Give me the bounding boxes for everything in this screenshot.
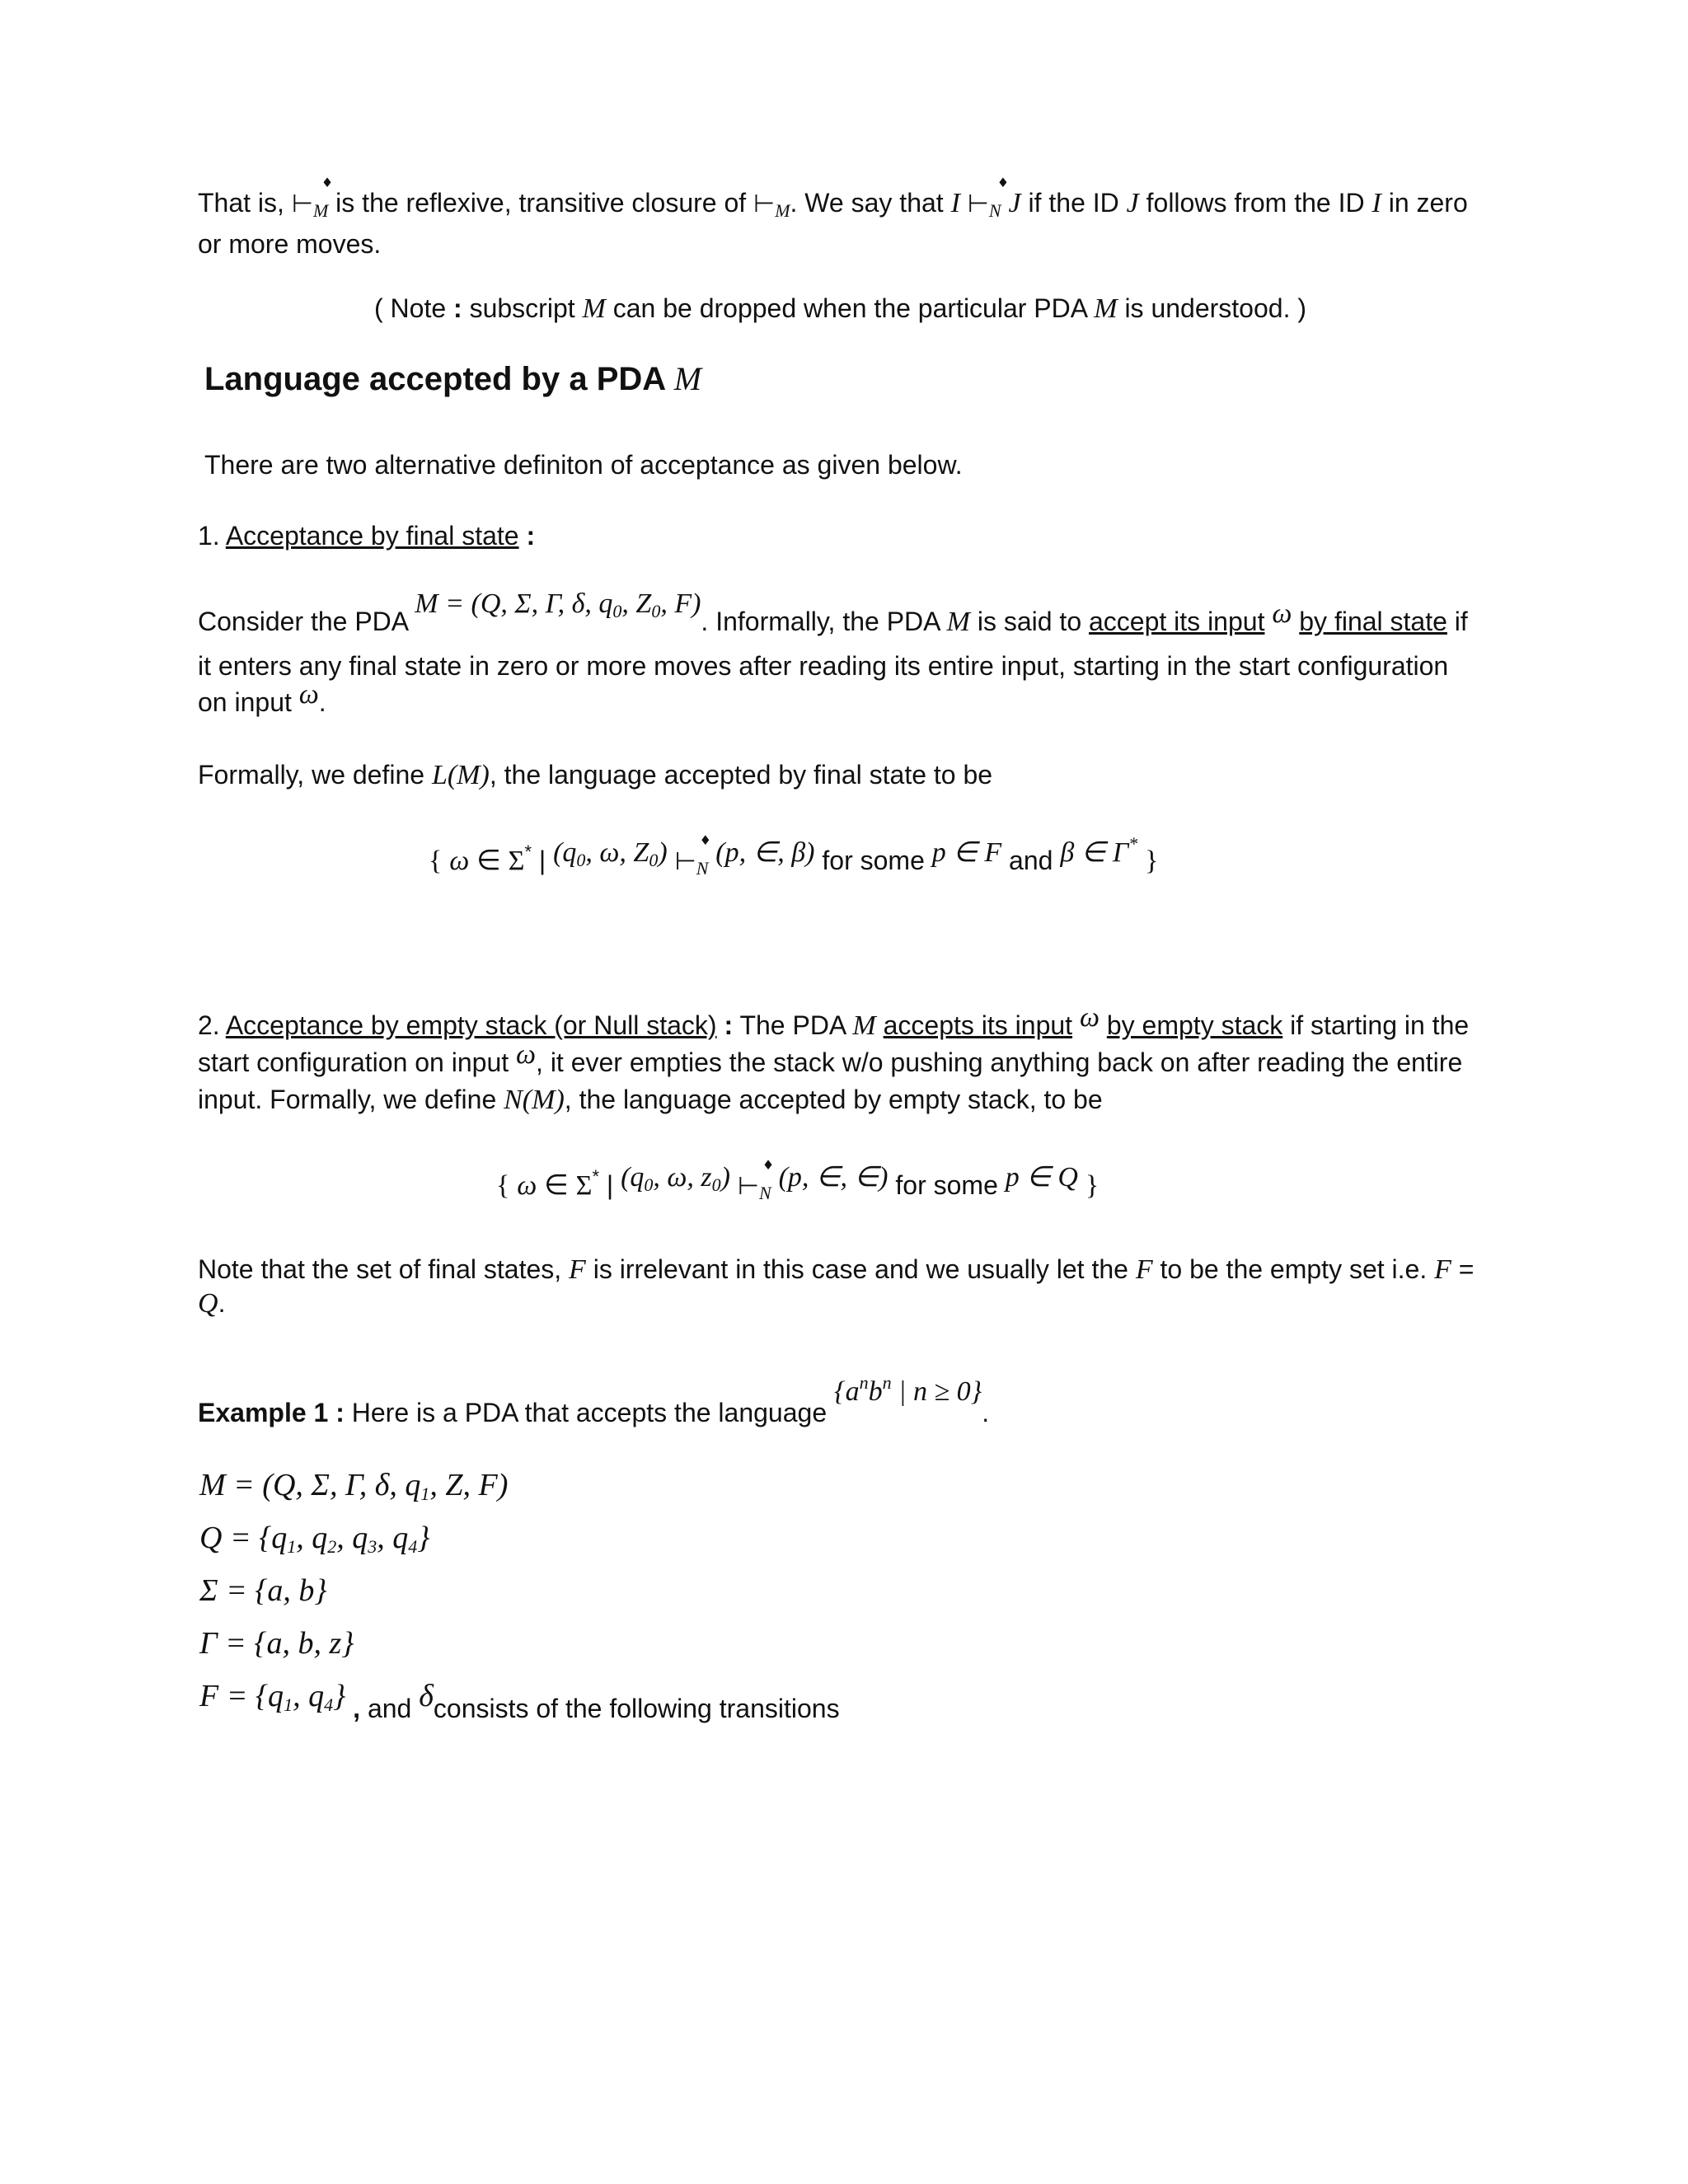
def-f: $F = \{q_1$, $q_4$} , and δconsists of the following transitions (199, 1679, 840, 1723)
example-1: Example 1 : Here is a PDA that accepts the language {$a^nb^n$ | n ≥ 0}. (198, 1372, 990, 1427)
acceptance-final-state-title: 1. Acceptance by final state : (198, 521, 536, 551)
intro-text: There are two alternative definiton of acceptance as given below. (204, 450, 963, 480)
pda-tuple: M = (Q, Σ, Γ, δ, $q_0$, $Z_0$, F) (415, 588, 701, 621)
acceptance-empty-stack-paragraph: 2. Acceptance by empty stack (or Null stack) : The PDA M accepts its input ω by empty stack if starting in the start configuration on input ω, it ever empties the stack w/o pushing anything back on after reading the entire input. Formally, we define N(M), the language accepted by empty stack, to be (198, 1002, 1470, 1115)
turnstile-star-n: ⊢ ♦ $_N$ (737, 1157, 775, 1203)
def-q: $Q = \{q_1$, $q_2$, $q_3$, $q_4$} (199, 1521, 430, 1557)
language-anbn: {$a^nb^n$ | n ≥ 0} (834, 1372, 982, 1407)
turnstile-star-n: ⊢ ♦ $_N$ (967, 175, 1010, 221)
language-set-empty-stack: { ω ∈ Σ* | ($q_0$, ω, $z_0$) ⊢ ♦ $_N$ (p, ∈, ∈) for some p ∈ Q } (496, 1159, 1099, 1212)
consider-paragraph: Consider the PDA M = (Q, Σ, Γ, δ, $q_0$, $Z_0$, F). Informally, the PDA M is said to accept its input ω by final state if it enters any final state in zero or more moves after reading its entire input, starting in the start configuration on input ω. (198, 588, 1468, 717)
def-gamma: Γ = {a, b, z} (199, 1626, 354, 1661)
closure-paragraph: That is, ⊢ ♦ $_M$ is the reflexive, transitive closure of $⊢_M$. We say that I ⊢ ♦ $_N$ J if the ID J follows from the ID I in zero or more moves. (198, 175, 1468, 259)
formally-final-state: Formally, we define L(M), the language accepted by final state to be (198, 760, 993, 790)
def-sigma: Σ = {a, b} (199, 1573, 327, 1608)
turnstile-m: ⊢ (753, 190, 776, 218)
language-set-final-state: { ω ∈ Σ* | ($q_0$, ω, $Z_0$) ⊢ ♦ $_N$ (p, ∈, β) for some p ∈ F and β ∈ Γ* } (429, 834, 1158, 887)
note-final-states: Note that the set of final states, F is irrelevant in this case and we usually let the F to be the empty set i.e. F = Q. (198, 1254, 1475, 1319)
note-line: ( Note : subscript M can be dropped when the particular PDA M is understood. ) (374, 293, 1306, 324)
turnstile-star-n: ⊢ ♦ $_N$ (674, 832, 711, 879)
section-heading: Language accepted by a PDA M (204, 360, 702, 397)
turnstile-star-m: ⊢ ♦ $_M$ (291, 175, 334, 221)
def-m: M = (Q, Σ, Γ, δ, $q_1$, Z, F) (199, 1468, 509, 1504)
